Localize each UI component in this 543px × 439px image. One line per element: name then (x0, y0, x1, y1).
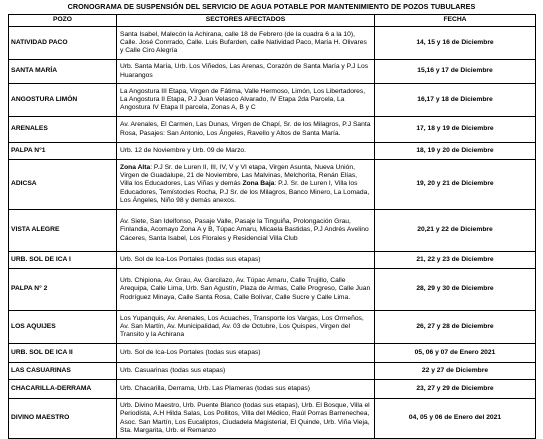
fecha-cell: 05, 06 y 07 de Enero 2021 (375, 344, 536, 363)
sectores-cell: Av. Arenales, El Carmen, Las Dunas, Virgen de Chapí, Sr. de los Milagros, P.J Santa Rosa, Pasajes: San Antonio, Los Ángeles, Ravello y Altos de Santa María. (117, 117, 375, 143)
header-fecha: FECHA (375, 15, 536, 27)
pozo-cell: ARENALES (9, 117, 117, 143)
table-row (9, 311, 536, 344)
table-row (9, 27, 536, 60)
sectores-cell: Av. Siete, San Idelfonso, Pasaje Valle, Pasaje la Tinguiña, Prolongación Grau, Finlandia, Acomayo Zona A y B, Túpac Amaru, Micaela Bastidas, P.J Andrés Avelino Cáceres, Santa Isabel, Los Florales y Residencial Villa Club (117, 210, 375, 252)
fecha-cell: 23, 27 y 29 de Diciembre (375, 380, 536, 399)
sectores-cell (117, 160, 375, 210)
pozo-cell: ADICSA (9, 160, 117, 210)
sectores-cell: Urb. Divino Maestro, Urb. Puente Blanco (todas sus etapas), Urb. El Bosque, Villa el Periodista, A.H Hilda Salas, Los Pollitos, Villa del Médico, Raúl Porras Barrenechea, Asoc. San Martín, Los Eucaliptos, Ciudadela Magisterial, El Quinde, Urb. Viña Vieja, Sta. Margarita, Urb. el Remanzo (117, 399, 375, 439)
fecha-cell: 17, 18 y 19 de Diciembre (375, 117, 536, 143)
zona-alta-label: Zona Alta (120, 163, 151, 171)
schedule-table (8, 14, 536, 439)
zona-baja-text: : P.J. Sr. de Luren I, Villa los Educadores, Temístocles Rocha, P.J Sr. de los Milagros, Banco Minero, La Lomada, Los Ángeles, Niño 98 y demás anexos. (120, 180, 370, 204)
fecha-cell: 14, 15 y 16 de Diciembre (375, 27, 536, 60)
pozo-cell: PALPA N° 2 (9, 269, 117, 311)
pozo-cell: CHACARILLA-DERRAMA (9, 380, 117, 399)
sectores-cell: Urb. Chacarilla, Derrama, Urb. Las Plameras (todas sus etapas) (117, 380, 375, 399)
fecha-cell: 04, 05 y 06 de Enero del 2021 (375, 399, 536, 439)
table-row (9, 269, 536, 311)
sectores-cell: Urb. Sol de Ica-Los Portales (todas sus etapas) (117, 344, 375, 363)
sectores-cell: Urb. Casuarinas (todas sus etapas) (117, 363, 375, 380)
fecha-cell: 19, 20 y 21 de Diciembre (375, 160, 536, 210)
pozo-cell: VISTA ALEGRE (9, 210, 117, 252)
table-row (9, 117, 536, 143)
sectores-cell: Santa Isabel, Malecón la Achirana, calle 18 de Febrero (de la cuadra 6 a la 10), Calle. José Conrrado, Calle. Luis Bufarden, calle Natividad Paco, María H. Olivares y Calle Ciro Alegría (117, 27, 375, 60)
table-header-row (9, 15, 536, 27)
pozo-cell: ANGOSTURA LIMÓN (9, 84, 117, 117)
sectores-cell: Los Yupanquis, Av. Arenales, Los Acuaches, Transporte los Vargas, Los Ormeños, Av. San Martín, Av. Municipalidad, Av. 03 de Octubre, Los Quispes, Virgen del Transito y la Achirana (117, 311, 375, 344)
sectores-cell: Urb. Chipiona, Av. Grau, Av. Garcilazo, Av. Túpac Amaru, Calle Trujillo, Calle Arequipa, Calle Lima, Urb. San Agustín, Plaza de Armas, Calle Progreso, Calle Juan Rodríguez Minaya, Calle Santa Rosa, Calle Bolívar, Calle Sucre y Calle Lima. (117, 269, 375, 311)
document-title: CRONOGRAMA DE SUSPENSIÓN DEL SERVICIO DE AGUA POTABLE POR MANTENIMIENTO DE POZOS TUBULARES (67, 2, 476, 11)
fecha-cell: 22 y 27 de Diciembre (375, 363, 536, 380)
zona-baja-label: Zona Baja (242, 180, 275, 188)
table-row (9, 143, 536, 160)
table-row (9, 344, 536, 363)
header-sectores: SECTORES AFECTADOS (117, 15, 375, 27)
sectores-cell: Urb. Santa María, Urb. Los Viñedos, Las Arenas, Corazón de Santa María y P.J Los Huarangos (117, 60, 375, 84)
table-row (9, 363, 536, 380)
table-row (9, 252, 536, 269)
pozo-cell: LAS CASUARINAS (9, 363, 117, 380)
fecha-cell: 20,21 y 22 de Diciembre (375, 210, 536, 252)
pozo-cell: SANTA MARÍA (9, 60, 117, 84)
pozo-cell: LOS AQUIJES (9, 311, 117, 344)
pozo-cell: PALPA N°1 (9, 143, 117, 160)
pozo-cell: DIVINO MAESTRO (9, 399, 117, 439)
fecha-cell: 15,16 y 17 de Diciembre (375, 60, 536, 84)
pozo-cell: NATIVIDAD PACO (9, 27, 117, 60)
table-row (9, 160, 536, 210)
table-row (9, 84, 536, 117)
table-row (9, 60, 536, 84)
fecha-cell: 18, 19 y 20 de Diciembre (375, 143, 536, 160)
fecha-cell: 21, 22 y 23 de Diciembre (375, 252, 536, 269)
table-row (9, 380, 536, 399)
zona-alta-text: : P.J Sr. de Luren II, III, IV, V y VI etapa, Virgen Asunta, Nueva Unión, Virgen de Guadalupe, 21 de Noviembre, Las Malvinas, Melchorita, Renán Elías, Villa los Educadores, Las Viñas y demás (120, 163, 358, 188)
table-row (9, 399, 536, 439)
header-pozo: POZO (9, 15, 117, 27)
fecha-cell: 28, 29 y 30 de Diciembre (375, 269, 536, 311)
sectores-cell: Urb. 12 de Noviembre y Urb. 09 de Marzo. (117, 143, 375, 160)
fecha-cell: 26, 27 y 28 de Diciembre (375, 311, 536, 344)
table-row (9, 210, 536, 252)
pozo-cell: URB. SOL DE ICA I (9, 252, 117, 269)
fecha-cell: 16,17 y 18 de Diciembre (375, 84, 536, 117)
pozo-cell: URB. SOL DE ICA II (9, 344, 117, 363)
sectores-cell: Urb. Sol de Ica-Los Portales (todas sus etapas) (117, 252, 375, 269)
sectores-cell: La Angostura III Etapa, Virgen de Fátima, Valle Hermoso, Limón, Los Libertadores, La Angostura II Etapa, P.J Juan Velasco Alvarado, IV Etapa 2da Parcela, La Angostura IV Etapa II parcela, Zonas A, B y C (117, 84, 375, 117)
